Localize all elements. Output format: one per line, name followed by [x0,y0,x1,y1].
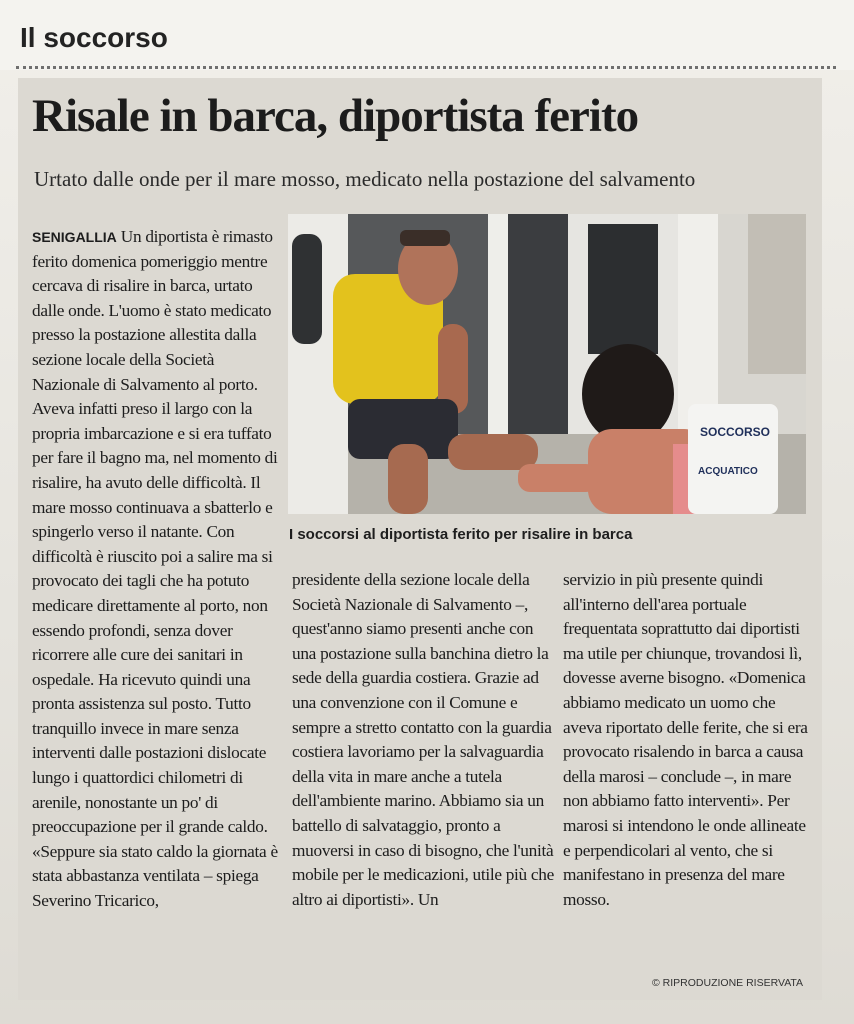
section-label: Il soccorso [20,22,168,53]
article-subhead: Urtato dalle onde per il mare mosso, medicato nella postazione del salvamento [34,167,696,191]
article-column-2: presidente della sezione locale della Società Nazionale di Salvamento –, quest'anno siamo presenti anche con una postazione sulla banchina dietro la sede della guardia costiera. Grazie ad una convenzione con il Comune e sempre a stretto contatto con la guardia costiera lavoriamo per la salvaguardia della vita in mare anche a tutela dell'ambiente marino. Abbiamo sia un battello di salvataggio, pronto a muoversi in caso di bisogno, che l'unità mobile per le medicazioni, utile più che altro ai diportisti». Un [292,570,555,909]
photo-sign-text-2: ACQUATICO [698,466,758,477]
article-column-3: servizio in più presente quindi all'interno dell'area portuale frequentata soprattutto dai diportisti ma utile per chiunque, trovandosi lì, dovesse averne bisogno. «Domenica abbiamo medicato un uomo che aveva riportato delle ferite, che si era provocato risalendo in barca a causa della marosi – conclude –, in mare non abbiamo fatto interventi». Per marosi si intendono le onde allineate e perpendicolari al vento, che si manifestano in presenza del mare mosso. [563,570,808,909]
section-divider [16,66,836,69]
photo-caption: I soccorsi al diportista ferito per risalire in barca [289,526,633,543]
article-photo [288,214,806,514]
photo-sign-text: SOCCORSO [700,425,771,439]
article-column-1 [32,225,284,914]
photo-illustration [288,214,806,514]
dateline: SENIGALLIA [32,229,117,245]
article-headline: Risale in barca, diportista ferito [32,90,639,142]
copyright-notice: © RIPRODUZIONE RISERVATA [652,977,804,989]
column-1-text: Un diportista è rimasto ferito domenica pomeriggio mentre cercava di risalire in barca, urtato dalle onde. L'uomo è stato medicato presso la postazione allestita dalla sezione locale della Società Nazionale di Salvamento al porto. Aveva infatti preso il largo con la propria imbarcazione e si era tuffato per fare il bagno ma, nel momento di risalire, ha avuto delle difficoltà. Il mare mosso continuava a sbatterlo e spingerlo verso il natante. Con difficoltà è riuscito poi a salire ma si provocato dei tagli che ha potuto medicare direttamente al porto, non essendo profondi, senza dover ricorrere alle cure dei sanitari in ospedale. Ha ricevuto quindi una pronta assistenza sul posto. Tutto tranquillo invece in mare senza interventi dalle postazioni dislocate lungo i quattordici chilometri di arenile, nonostante un po' di preoccupazione per il grande caldo. «Seppure sia stato caldo la giornata è stata abbastanza ventilata – spiega Severino Tricarico, [32,227,278,911]
